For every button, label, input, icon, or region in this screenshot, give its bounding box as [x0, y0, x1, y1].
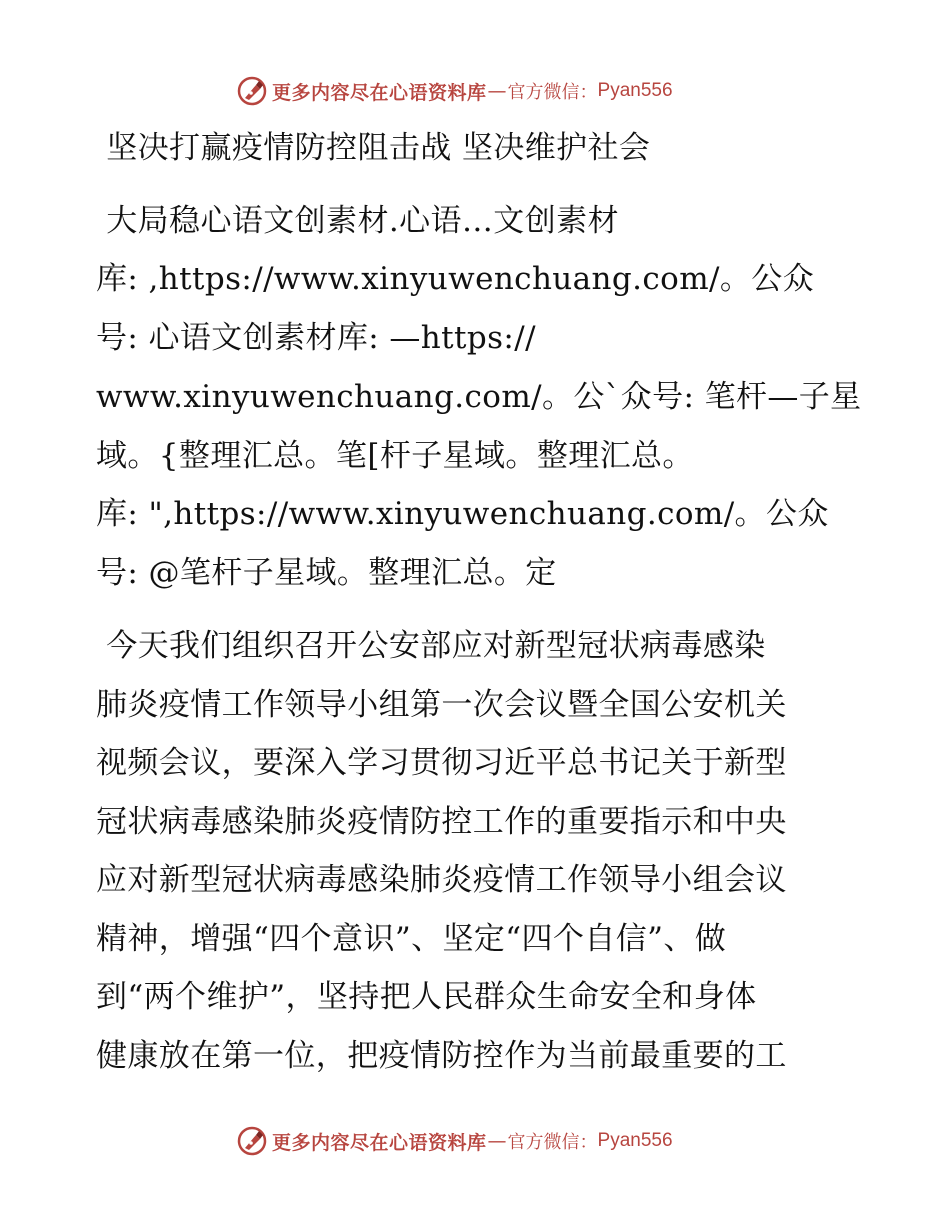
- body-line-8: 健康放在第一位，把疫情防控作为当前最重要的工: [96, 1038, 787, 1074]
- banner-promo-text: 更多内容尽在心语资料库: [272, 81, 487, 104]
- body-line-1: 今天我们组织召开公安部应对新型冠状病毒感染: [96, 628, 766, 664]
- intro-line-4: 域。{整理汇总。笔[杆子星域。整理汇总。: [96, 438, 694, 474]
- intro-line-1: 库: ,https://www.xinyuwenchuang.com/。公众: [96, 261, 815, 297]
- intro-line-3: www.xinyuwenchuang.com/。公`众号: 笔杆—子星: [96, 379, 862, 415]
- intro-line-2: 号: 心语文创素材库: —https://: [96, 320, 536, 356]
- banner-wechat-id: Pyan556: [597, 80, 673, 101]
- banner-promo-text: 更多内容尽在心语资料库: [272, 1131, 487, 1154]
- document-title-line-1: 坚决打赢疫情防控阻击战 坚决维护社会: [96, 130, 651, 166]
- body-line-4: 冠状病毒感染肺炎疫情防控工作的重要指示和中央: [96, 804, 787, 840]
- intro-line-5: 库: ",https://www.xinyuwenchuang.com/。公众: [96, 496, 829, 532]
- intro-line-6: 号: @笔杆子星域。整理汇总。定: [96, 555, 557, 591]
- banner-dash: —: [487, 1130, 507, 1152]
- banner-dash: —: [487, 80, 507, 102]
- body-line-5: 应对新型冠状病毒感染肺炎疫情工作领导小组会议: [96, 862, 787, 898]
- banner-wechat-label: 官方微信：: [507, 82, 598, 103]
- banner-wechat-id: Pyan556: [597, 1130, 673, 1151]
- header-banner: [236, 74, 673, 108]
- pen-nib-logo-icon: [236, 1125, 268, 1157]
- pen-nib-logo-icon: [236, 75, 268, 107]
- body-line-2: 肺炎疫情工作领导小组第一次会议暨全国公安机关: [96, 687, 787, 723]
- body-line-3: 视频会议，要深入学习贯彻习近平总书记关于新型: [96, 745, 787, 781]
- document-title-line-2: 大局稳心语文创素材.心语…文创素材: [96, 203, 619, 239]
- body-line-7: 到“两个维护”，坚持把人民群众生命安全和身体: [96, 979, 757, 1015]
- footer-banner: [236, 1124, 673, 1158]
- banner-wechat-label: 官方微信：: [507, 1132, 598, 1153]
- body-line-6: 精神，增强“四个意识”、坚定“四个自信”、做: [96, 921, 727, 957]
